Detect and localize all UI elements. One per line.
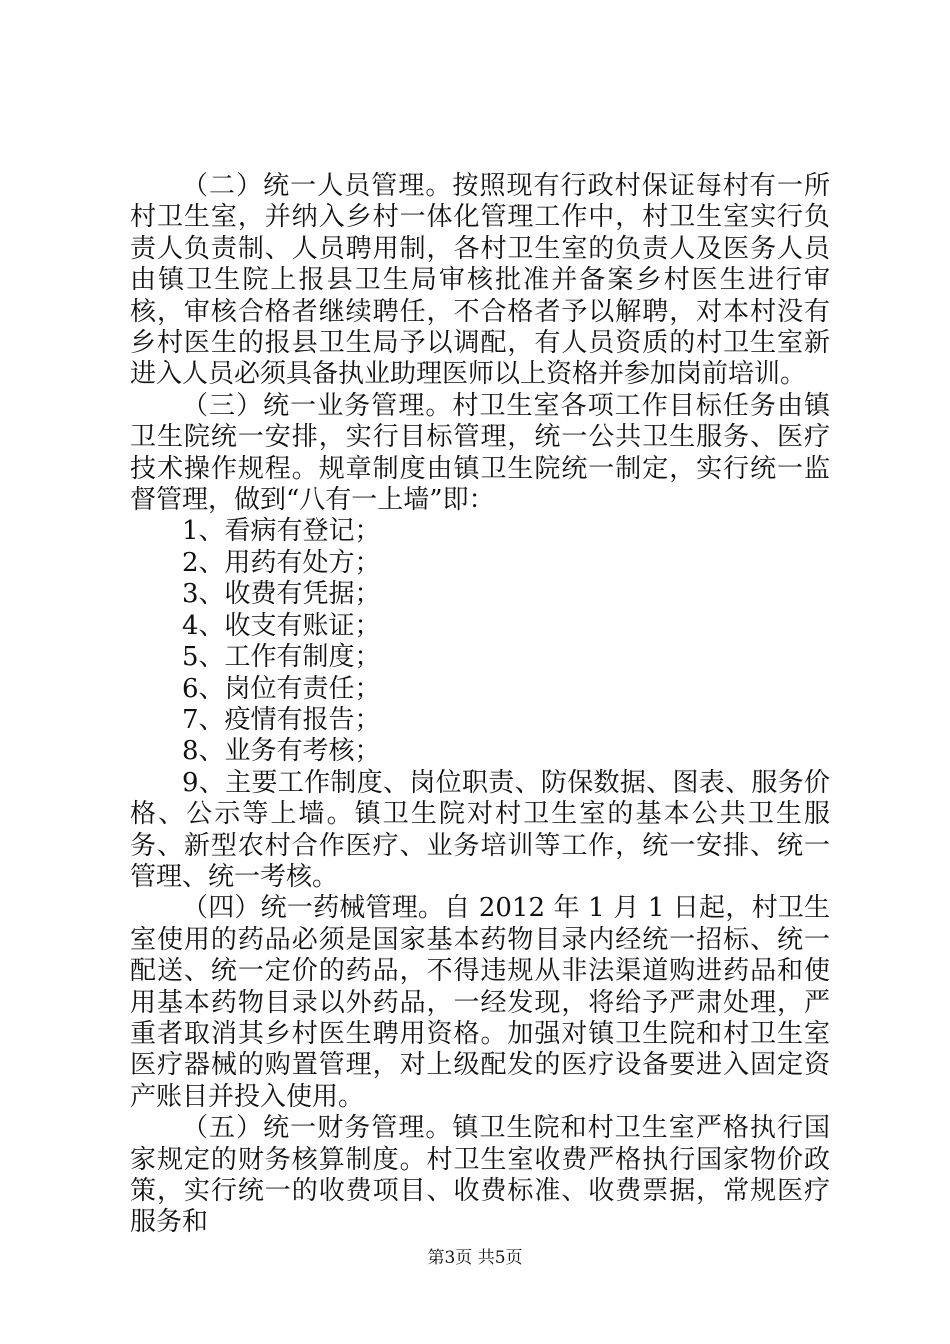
paragraph-business-management: （三）统一业务管理。村卫生室各项工作目标任务由镇卫生院统一安排，实行目标管理，统一公共卫生服务、医疗技术操作规程。规章制度由镇卫生院统一制定，实行统一监督管理，做到“八有一上墙”即：	[130, 390, 830, 516]
list-item: 1、看病有登记；	[182, 516, 381, 547]
list-item: 3、收费有凭据；	[182, 579, 381, 610]
list-item: 2、用药有处方；	[182, 547, 381, 578]
list-item: 9、主要工作制度、岗位职责、防保数据、图表、服务价格、公示等上墙。镇卫生院对村卫生室的基本公共卫生服务、新型农村合作医疗、业务培训等工作，统一安排、统一管理、统一考核。	[130, 767, 830, 892]
page-footer: 第3页 共5页	[427, 1248, 523, 1268]
paragraph-drug-management: （四）统一药械管理。自 2012 年 1 月 1 日起，村卫生室使用的药品必须是国家基本药物目录内经统一招标、统一配送、统一定价的药品，不得违规从非法渠道购进药品和使用基本药物目录以外药品，一经发现，将给予严肃处理，严重者取消其乡村医生聘用资格。加强对镇卫生院和村卫生室医疗器械的购置管理，对上级配发的医疗设备要进入固定资产账目并投入使用。	[130, 893, 830, 1112]
list-item: 4、收支有账证；	[182, 610, 381, 641]
list-item: 7、疫情有报告；	[182, 704, 381, 735]
list-item: 5、工作有制度；	[182, 642, 381, 673]
document-body	[130, 171, 830, 1239]
paragraph-finance-management: （五）统一财务管理。镇卫生院和村卫生室严格执行国家规定的财务核算制度。村卫生室收费严格执行国家物价政策，实行统一的收费项目、收费标准、收费票据，常规医疗服务和	[130, 1113, 830, 1238]
list-item: 8、业务有考核；	[182, 736, 381, 767]
paragraph-personnel-management: （二）统一人员管理。按照现有行政村保证每村有一所村卫生室，并纳入乡村一体化管理工作中，村卫生室实行负责人负责制、人员聘用制，各村卫生室的负责人及医务人员由镇卫生院上报县卫生局审核批准并备案乡村医生进行审核，审核合格者继续聘任，不合格者予以解聘，对本村没有乡村医生的报县卫生局予以调配，有人员资质的村卫生室新进入人员必须具备执业助理医师以上资格并参加岗前培训。	[130, 171, 830, 390]
list-item: 6、岗位有责任；	[182, 673, 381, 704]
